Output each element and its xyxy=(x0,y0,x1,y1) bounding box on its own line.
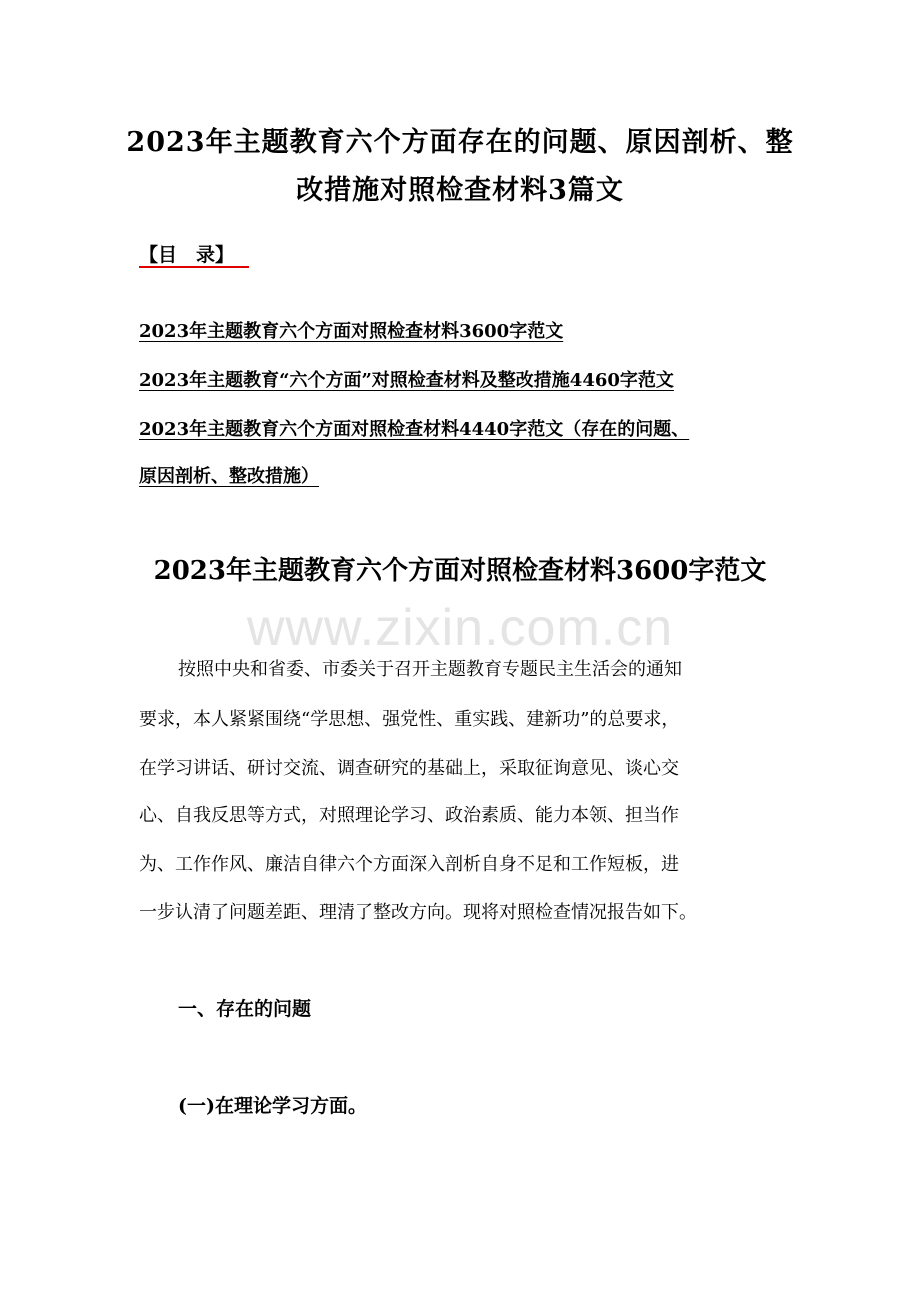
document-title-line-1: 2023年主题教育六个方面存在的问题、原因剖析、整 xyxy=(126,127,794,158)
toc-link-2[interactable]: 2023年主题教育“六个方面”对照检查材料及整改措施4460字范文 xyxy=(139,370,674,391)
section-title: 2023年主题教育六个方面对照检查材料3600字范文 xyxy=(153,556,767,586)
toc-heading-underline xyxy=(139,266,249,268)
toc-link-1[interactable]: 2023年主题教育六个方面对照检查材料3600字范文 xyxy=(139,321,564,342)
paragraph-line-3: 在学习讲话、研讨交流、调查研究的基础上，采取征询意见、谈心交 xyxy=(139,758,679,779)
toc-link-3-continued[interactable]: 原因剖析、整改措施） xyxy=(139,466,319,487)
paragraph-line-2: 要求，本人紧紧围绕“学思想、强党性、重实践、建新功”的总要求， xyxy=(139,709,680,730)
paragraph-line-6: 一步认清了问题差距、理清了整改方向。现将对照检查情况报告如下。 xyxy=(139,902,697,923)
watermark: www.zixin.com.cn xyxy=(246,599,674,657)
document-title-line-2: 改措施对照检查材料3篇文 xyxy=(296,175,624,206)
paragraph-line-1: 按照中央和省委、市委关于召开主题教育专题民主生活会的通知 xyxy=(178,659,682,680)
subheading-theory-study: (一)在理论学习方面。 xyxy=(178,1095,367,1117)
toc-heading: 【目 录】 xyxy=(139,244,235,266)
paragraph-line-5: 为、工作作风、廉洁自律六个方面深入剖析自身不足和工作短板，进 xyxy=(139,854,679,875)
heading-existing-problems: 一、存在的问题 xyxy=(178,998,312,1020)
paragraph-line-4: 心、自我反思等方式，对照理论学习、政治素质、能力本领、担当作 xyxy=(139,805,679,826)
toc-link-3[interactable]: 2023年主题教育六个方面对照检查材料4440字范文（存在的问题、 xyxy=(139,419,690,440)
